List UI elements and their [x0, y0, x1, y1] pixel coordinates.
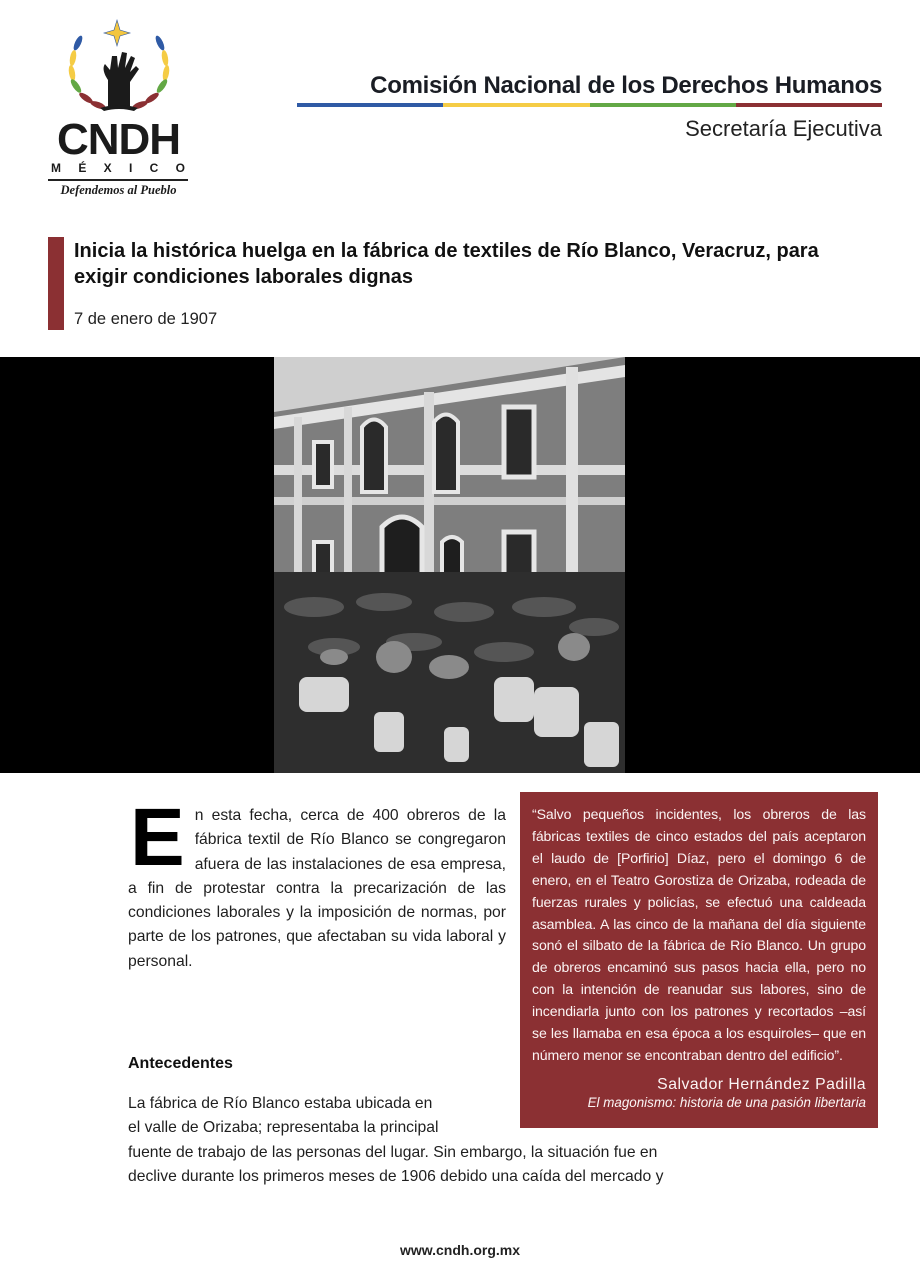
title-accent-bar — [48, 237, 64, 330]
paragraph-line: el valle de Orizaba; representaba la principal — [128, 1119, 439, 1137]
organization-subtitle: Secretaría Ejecutiva — [685, 116, 882, 141]
color-bar-blue — [297, 103, 443, 107]
intro-text: n esta fecha, cerca de 400 obreros de la fábrica textil de Río Blanco se congregaron afuera de las instalaciones de esa empresa, a fin de protestar contra la precarización de las condiciones laborales y la imposición de normas, por parte de los patrones, que afectaban su vida laboral y personal. — [128, 807, 506, 970]
article-title: Inicia la histórica huelga en la fábrica de textiles de Río Blanco, Veracruz, para exigir condiciones laborales dignas — [74, 240, 819, 288]
paragraph-line: fuente de trabajo de las personas del lugar. Sin embargo, la situación fue en — [128, 1143, 658, 1161]
logo-acronym: CNDH — [56, 115, 181, 164]
section-paragraph — [128, 1092, 808, 1190]
quote-text: “Salvo pequeños incidentes, los obreros de las fábricas textiles de cinco estados del país aceptaron el laudo de [Porfirio] Díaz, pero el domingo 6 de enero, en el Teatro Gorostiza de Orizaba, rodeada de fuerzas rurales y policías, se efectuó una caldeada asamblea. A las cinco de la mañana del día siguiente sonó el silbato de la fábrica de Río Blanco. Un grupo de obreros encaminó sus pasos hacia ella, pero no con la intención de reanudar sus labores, sino de incendiarla junto con los patrones y recortados –así se les llamaba en esa época a los esquiroles– que en número menor se encontraban dentro del edificio”. — [532, 806, 866, 1063]
paragraph-line: declive durante los primeros meses de 1906 debido una caída del mercado y — [128, 1168, 664, 1186]
factory-crowd-image — [274, 357, 625, 773]
brand-color-bar — [297, 103, 882, 107]
logo-divider — [48, 179, 188, 181]
organization-name: Comisión Nacional de los Derechos Humanos — [370, 72, 882, 99]
quote-source: El magonismo: historia de una pasión libertaria — [587, 1094, 866, 1110]
intro-paragraph — [128, 792, 506, 974]
footer-website-link[interactable]: www.cndh.org.mx — [399, 1242, 521, 1258]
drop-cap: E — [130, 792, 185, 883]
paragraph-line: La fábrica de Río Blanco estaba ubicada en — [128, 1095, 433, 1112]
raised-hand-laurel-star-icon — [64, 18, 174, 118]
historical-photo — [274, 357, 625, 773]
logo-country: M É X I C O — [51, 161, 185, 175]
article-date: 7 de enero de 1907 — [74, 310, 218, 328]
color-bar-yellow — [443, 103, 589, 107]
logo-tagline: Defendemos al Pueblo — [60, 183, 177, 197]
color-bar-green — [590, 103, 736, 107]
quote-box — [520, 792, 878, 1128]
color-bar-red — [736, 103, 882, 107]
cndh-logo — [46, 18, 191, 203]
photo-band — [0, 357, 920, 773]
section-heading: Antecedentes — [128, 1055, 233, 1072]
quote-author: Salvador Hernández Padilla — [657, 1075, 866, 1093]
